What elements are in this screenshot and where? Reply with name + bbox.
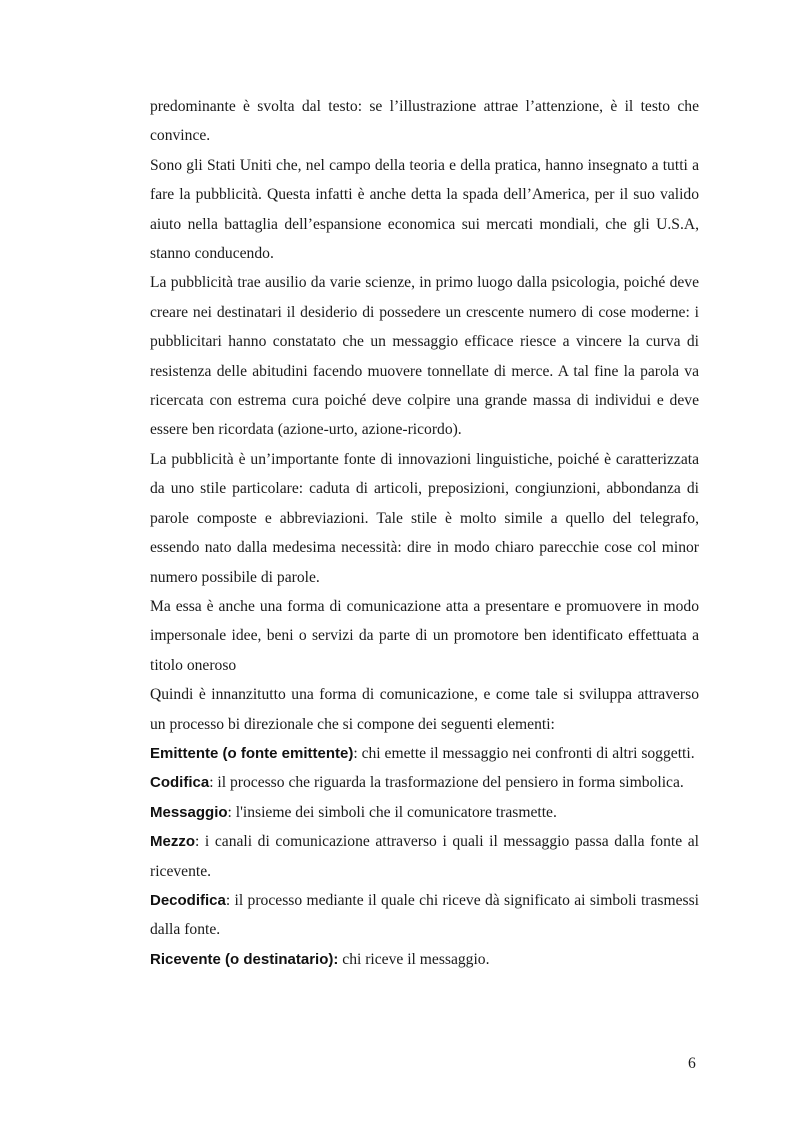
definition-text: : il processo che riguarda la trasformazione del pensiero in forma simbolica.	[209, 774, 684, 792]
definition-text: chi riceve il messaggio.	[338, 950, 490, 968]
paragraph: Quindi è innanzitutto una forma di comunicazione, e come tale si sviluppa attraverso un processo bi direzionale che si compone dei seguenti elementi:	[150, 686, 699, 733]
page-number: 6	[688, 1055, 696, 1072]
definition-messaggio	[150, 798, 699, 827]
definition-term: Emittente (o fonte emittente)	[150, 744, 354, 762]
definition-mezzo	[150, 827, 699, 886]
definition-text: : l'insieme dei simboli che il comunicatore trasmette.	[227, 803, 557, 821]
definition-term: Mezzo	[150, 833, 195, 851]
page-body	[150, 92, 699, 974]
definition-term: Messaggio	[150, 803, 228, 821]
definition-term: Ricevente (o destinatario):	[150, 950, 339, 968]
definition-text: : chi emette il messaggio nei confronti di altri soggetti.	[353, 744, 695, 762]
paragraph: predominante è svolta dal testo: se l’illustrazione attrae l’attenzione, è il testo che convince.	[150, 98, 699, 145]
definition-decodifica	[150, 886, 699, 945]
definition-ricevente	[150, 945, 699, 974]
definition-codifica	[150, 768, 699, 797]
definition-text: : il processo mediante il quale chi riceve dà significato ai simboli trasmessi dalla fonte.	[150, 891, 699, 939]
definition-text: : i canali di comunicazione attraverso i quali il messaggio passa dalla fonte al ricevente.	[150, 833, 699, 880]
definition-term: Decodifica	[150, 891, 226, 909]
definition-term: Codifica	[150, 774, 210, 792]
paragraph: Sono gli Stati Uniti che, nel campo della teoria e della pratica, hanno insegnato a tutti a fare la pubblicità. Questa infatti è anche detta la spada dell’America, per il suo valido aiuto nella battaglia dell’espansione economica sui mercati mondiali, che gli U.S.A, stanno conducendo.	[150, 156, 699, 263]
paragraph: Ma essa è anche una forma di comunicazione atta a presentare e promuovere in modo impersonale idee, beni o servizi da parte di un promotore ben identificato effettuata a titolo oneroso	[150, 597, 699, 674]
paragraph: La pubblicità è un’importante fonte di innovazioni linguistiche, poiché è caratterizzata da uno stile particolare: caduta di articoli, preposizioni, congiunzioni, abbondanza di parole composte e abbreviazioni. Tale stile è molto simile a quello del telegrafo, essendo nato dalla medesima necessità: dire in modo chiaro parecchie cose col minor numero possibile di parole.	[150, 450, 699, 586]
definition-emittente	[150, 739, 699, 768]
paragraph: La pubblicità trae ausilio da varie scienze, in primo luogo dalla psicologia, poiché deve creare nei destinatari il desiderio di possedere un crescente numero di cose moderne: i pubblicitari hanno constatato che un messaggio efficace riesce a vincere la curva di resistenza delle abitudini facendo muovere tonnellate di merce. A tal fine la parola va ricercata con estrema cura poiché deve colpire una grande massa di individui e deve essere ben ricordata (azione-urto, azione-ricordo).	[150, 274, 699, 439]
